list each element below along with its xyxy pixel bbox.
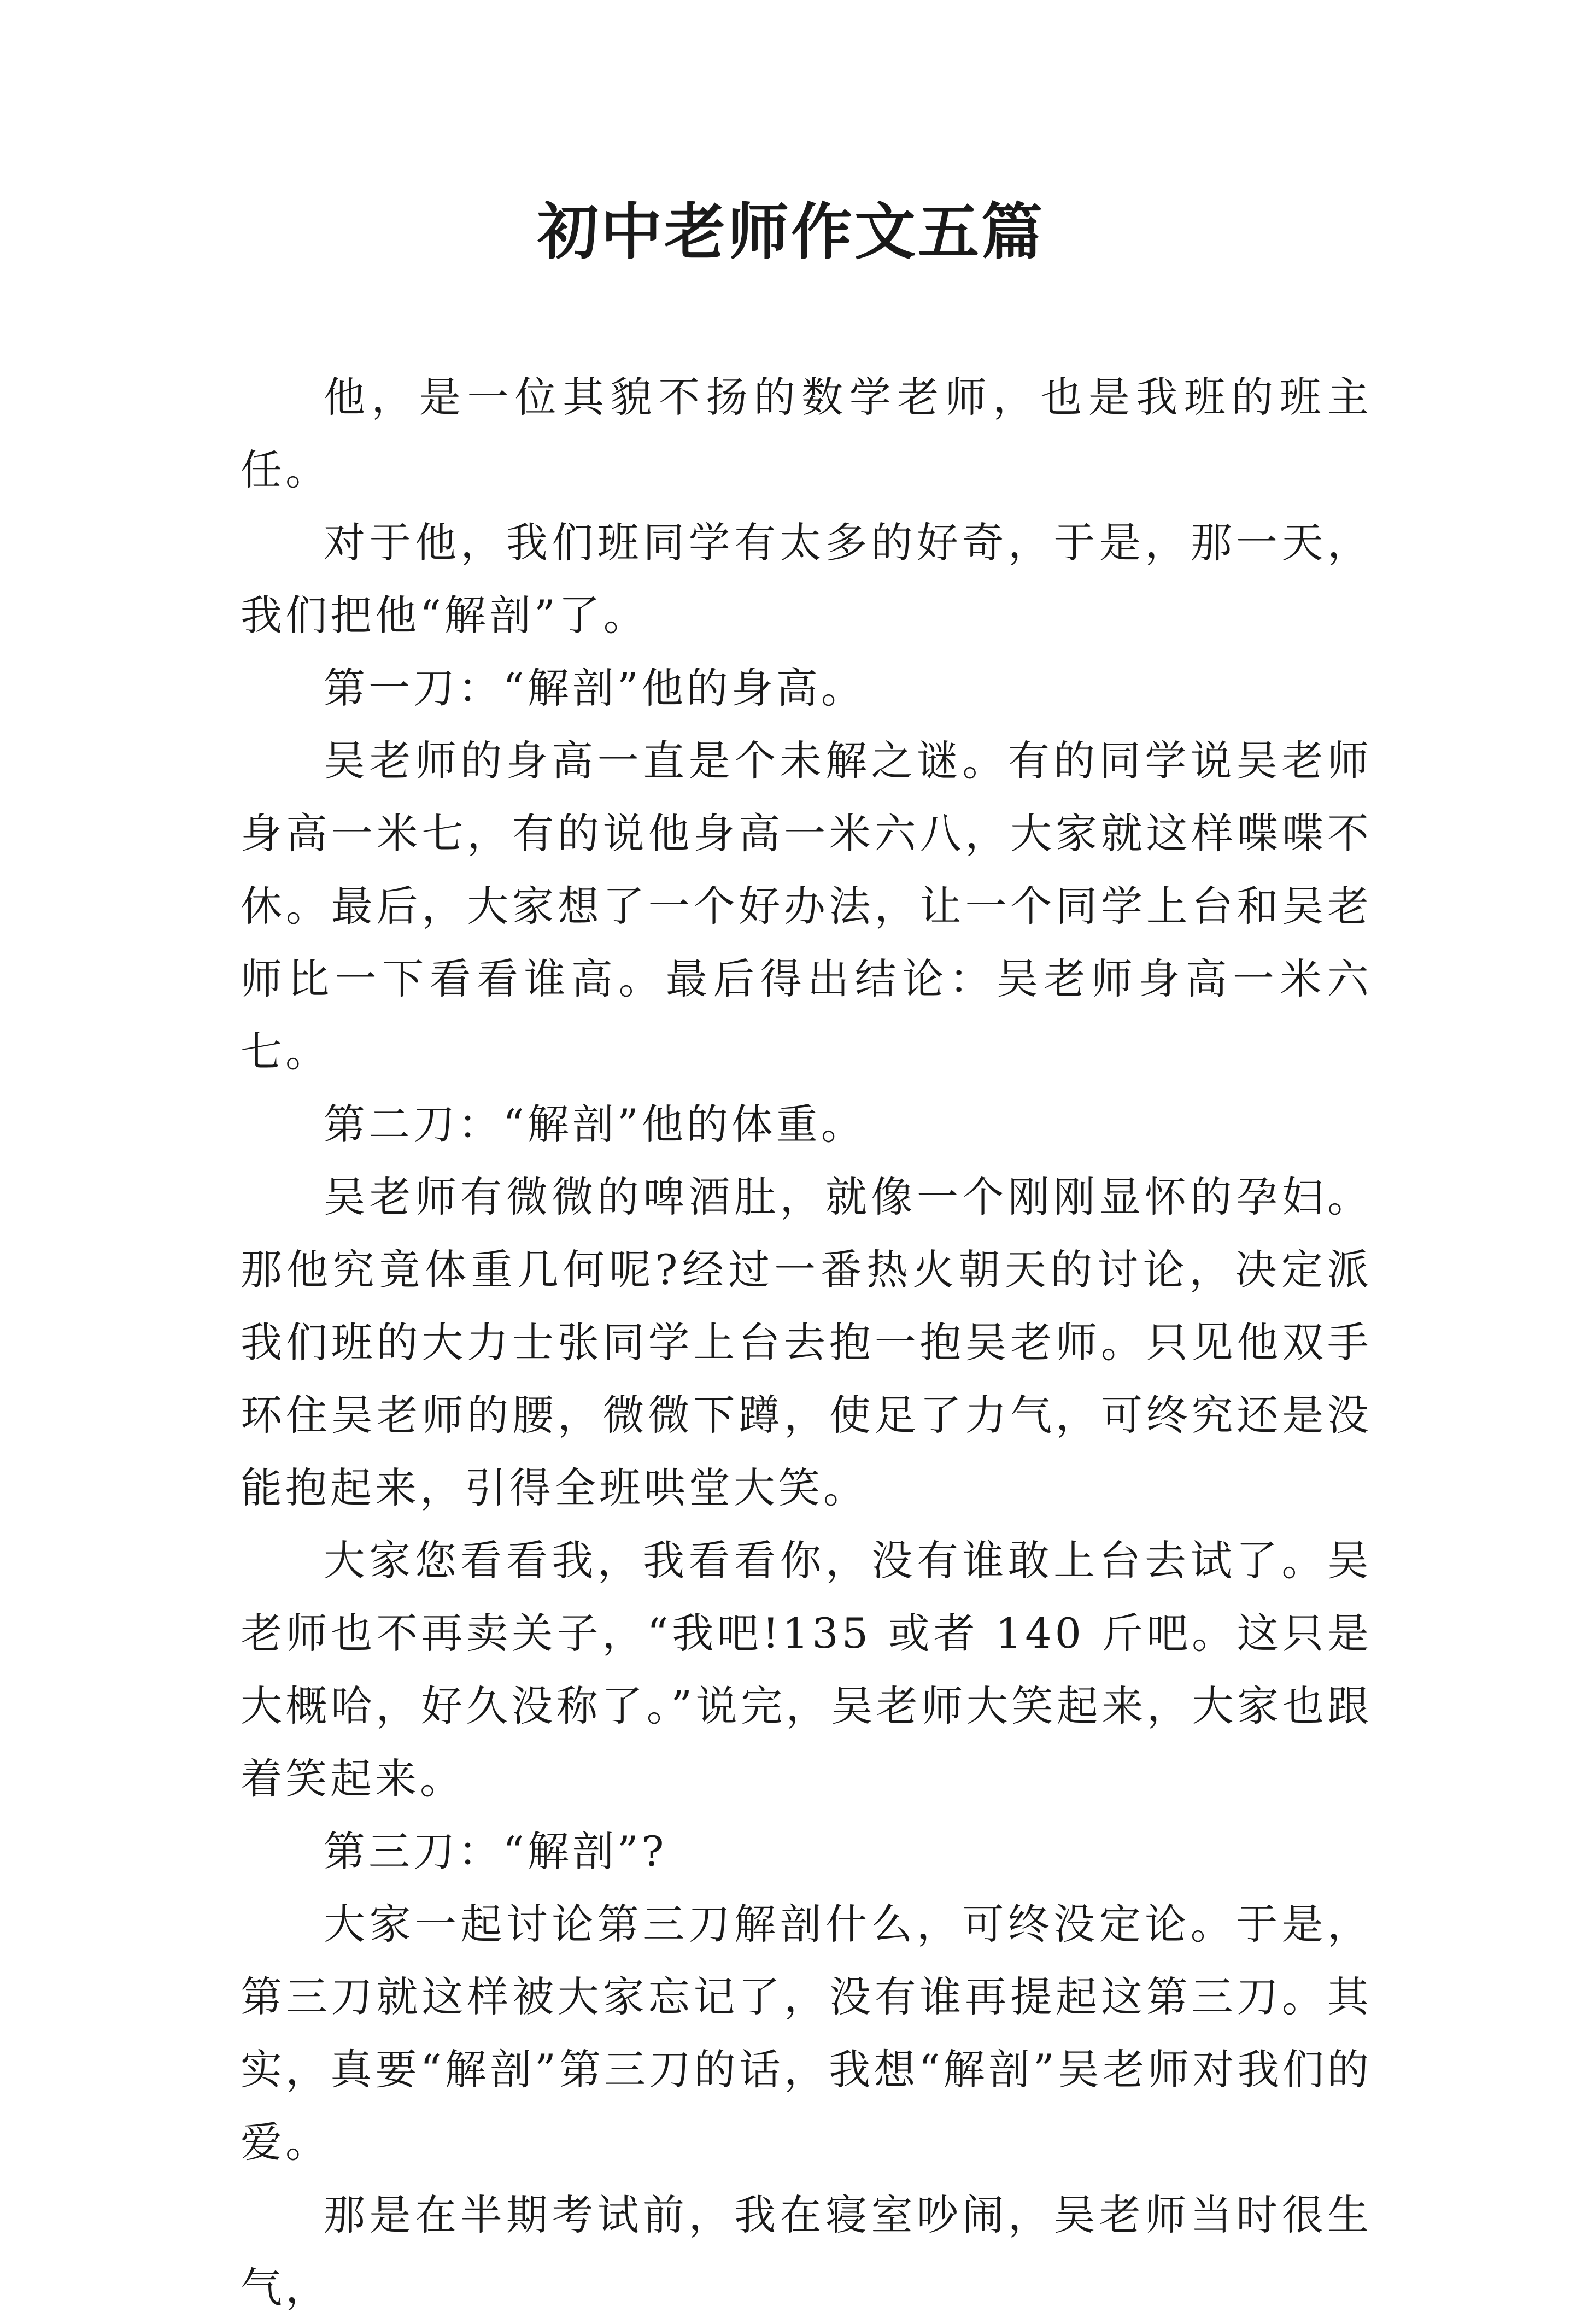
paragraph: 第一刀：“解剖”他的身高。 [324, 664, 866, 712]
paragraph: 第二刀：“解剖”他的体重。 [324, 1100, 866, 1149]
paragraph: 大家一起讨论第三刀解剖什么，可终没定论。于是，第三刀就这样被大家忘记了，没有谁再提起这第三刀。其实，真要“解剖”第三刀的话，我想“解剖”吴老师对我们的爱。 [241, 1900, 1372, 2167]
paragraph: 那是在半期考试前，我在寝室吵闹，吴老师当时很生气， [241, 2191, 1372, 2312]
paragraph: 吴老师有微微的啤酒肚，就像一个刚刚显怀的孕妇。那他究竟体重几何呢?经过一番热火朝天的讨论，决定派我们班的大力士张同学上台去抱一抱吴老师。只见他双手环住吴老师的腰，微微下蹲，使足了力气，可终究还是没能抱起来，引得全班哄堂大笑。 [241, 1173, 1372, 1512]
document-title: 初中老师作文五篇 [537, 196, 1045, 268]
document-body [241, 361, 1372, 2324]
paragraph: 对于他，我们班同学有太多的好奇，于是，那一天，我们把他“解剖”了。 [241, 518, 1372, 640]
paragraph: 他，是一位其貌不扬的数学老师，也是我班的班主任。 [241, 373, 1372, 494]
paragraph: 吴老师的身高一直是个未解之谜。有的同学说吴老师身高一米七，有的说他身高一米六八，大家就这样喋喋不休。最后，大家想了一个好办法，让一个同学上台和吴老师比一下看看谁高。最后得出结论：吴老师身高一米六七。 [241, 736, 1372, 1076]
paragraph: 大家您看看我，我看看你，没有谁敢上台去试了。吴老师也不再卖关子，“我吧!135 或者 140 斤吧。这只是大概哈，好久没称了。”说完，吴老师大笑起来，大家也跟着笑起来。 [241, 1536, 1372, 1803]
paragraph: 第三刀：“解剖”? [324, 1827, 667, 1876]
